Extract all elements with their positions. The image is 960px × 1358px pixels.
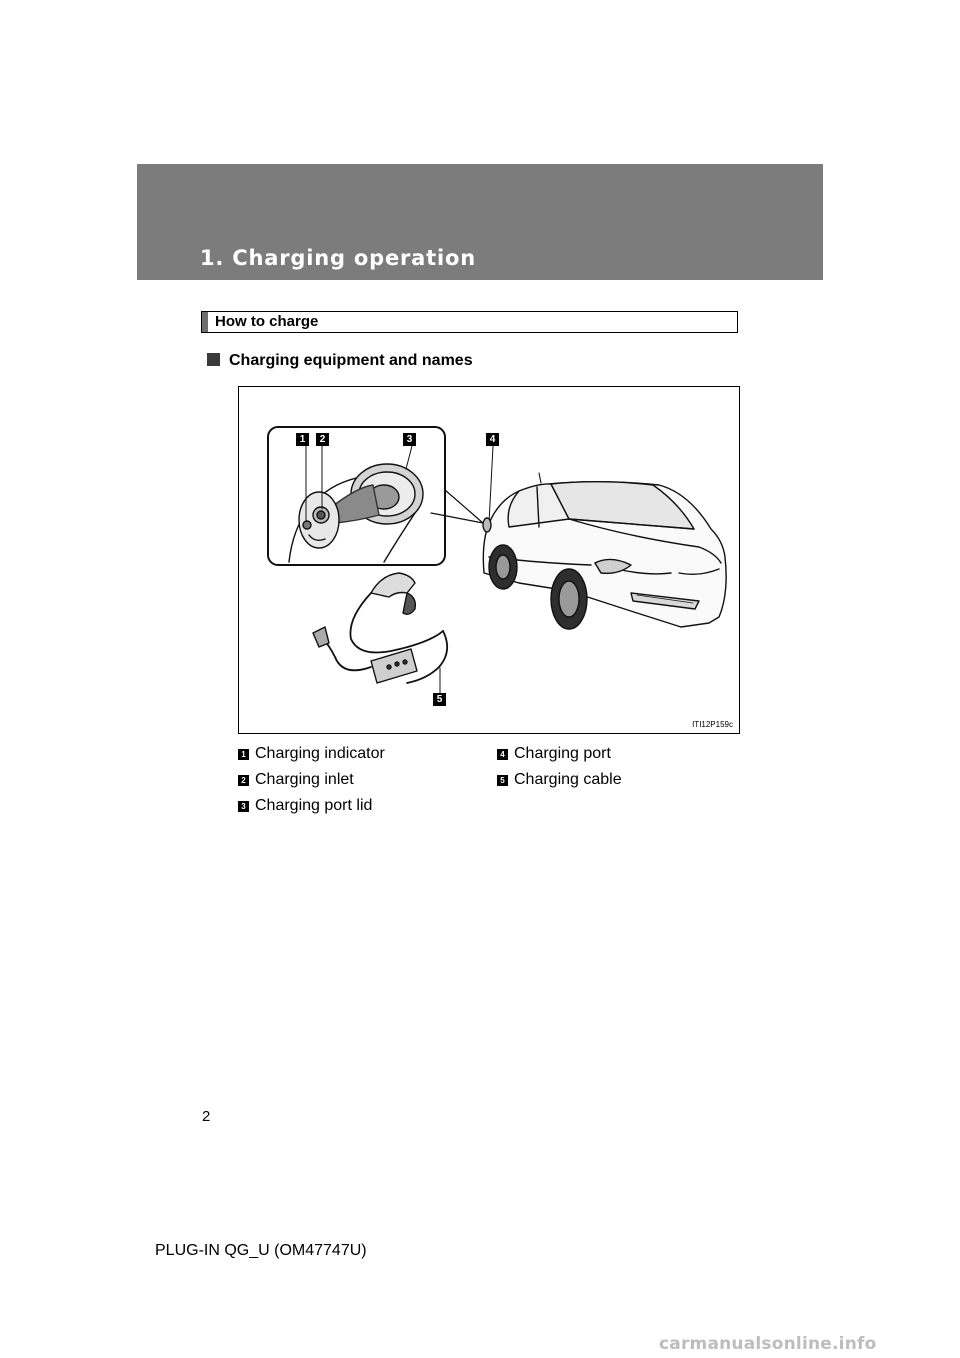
callout-2: 2 xyxy=(316,433,329,446)
legend-label: Charging port lid xyxy=(255,797,373,814)
topic-heading-text: Charging equipment and names xyxy=(229,352,473,369)
legend-item-charging-port xyxy=(497,745,611,763)
topic-heading xyxy=(207,352,473,370)
site-watermark: carmanualsonline.info xyxy=(659,1334,877,1354)
legend-number: 5 xyxy=(497,775,508,786)
legend-number: 1 xyxy=(238,749,249,760)
legend-item-charging-indicator xyxy=(238,745,385,763)
section-title: 1. Charging operation xyxy=(200,246,476,270)
section-header-band xyxy=(137,164,823,280)
callout-1: 1 xyxy=(296,433,309,446)
legend-number: 3 xyxy=(238,801,249,812)
legend-item-charging-cable xyxy=(497,771,622,789)
charging-equipment-figure xyxy=(238,386,740,734)
callout-4: 4 xyxy=(486,433,499,446)
subsection-heading xyxy=(201,311,738,333)
square-bullet-icon xyxy=(207,353,220,366)
legend-number: 4 xyxy=(497,749,508,760)
document-code: PLUG-IN QG_U (OM47747U) xyxy=(155,1242,367,1259)
legend-item-charging-inlet xyxy=(238,771,354,789)
legend-label: Charging indicator xyxy=(255,745,385,762)
legend-label: Charging cable xyxy=(514,771,622,788)
subsection-marker-bar xyxy=(202,312,208,332)
legend-label: Charging port xyxy=(514,745,611,762)
callout-5: 5 xyxy=(433,693,446,706)
page-number: 2 xyxy=(202,1108,211,1125)
legend-item-charging-port-lid xyxy=(238,797,372,815)
callout-3: 3 xyxy=(403,433,416,446)
subsection-title: How to charge xyxy=(215,313,319,330)
legend-number: 2 xyxy=(238,775,249,786)
legend-label: Charging inlet xyxy=(255,771,354,788)
figure-code: ITI12P159c xyxy=(692,720,733,729)
